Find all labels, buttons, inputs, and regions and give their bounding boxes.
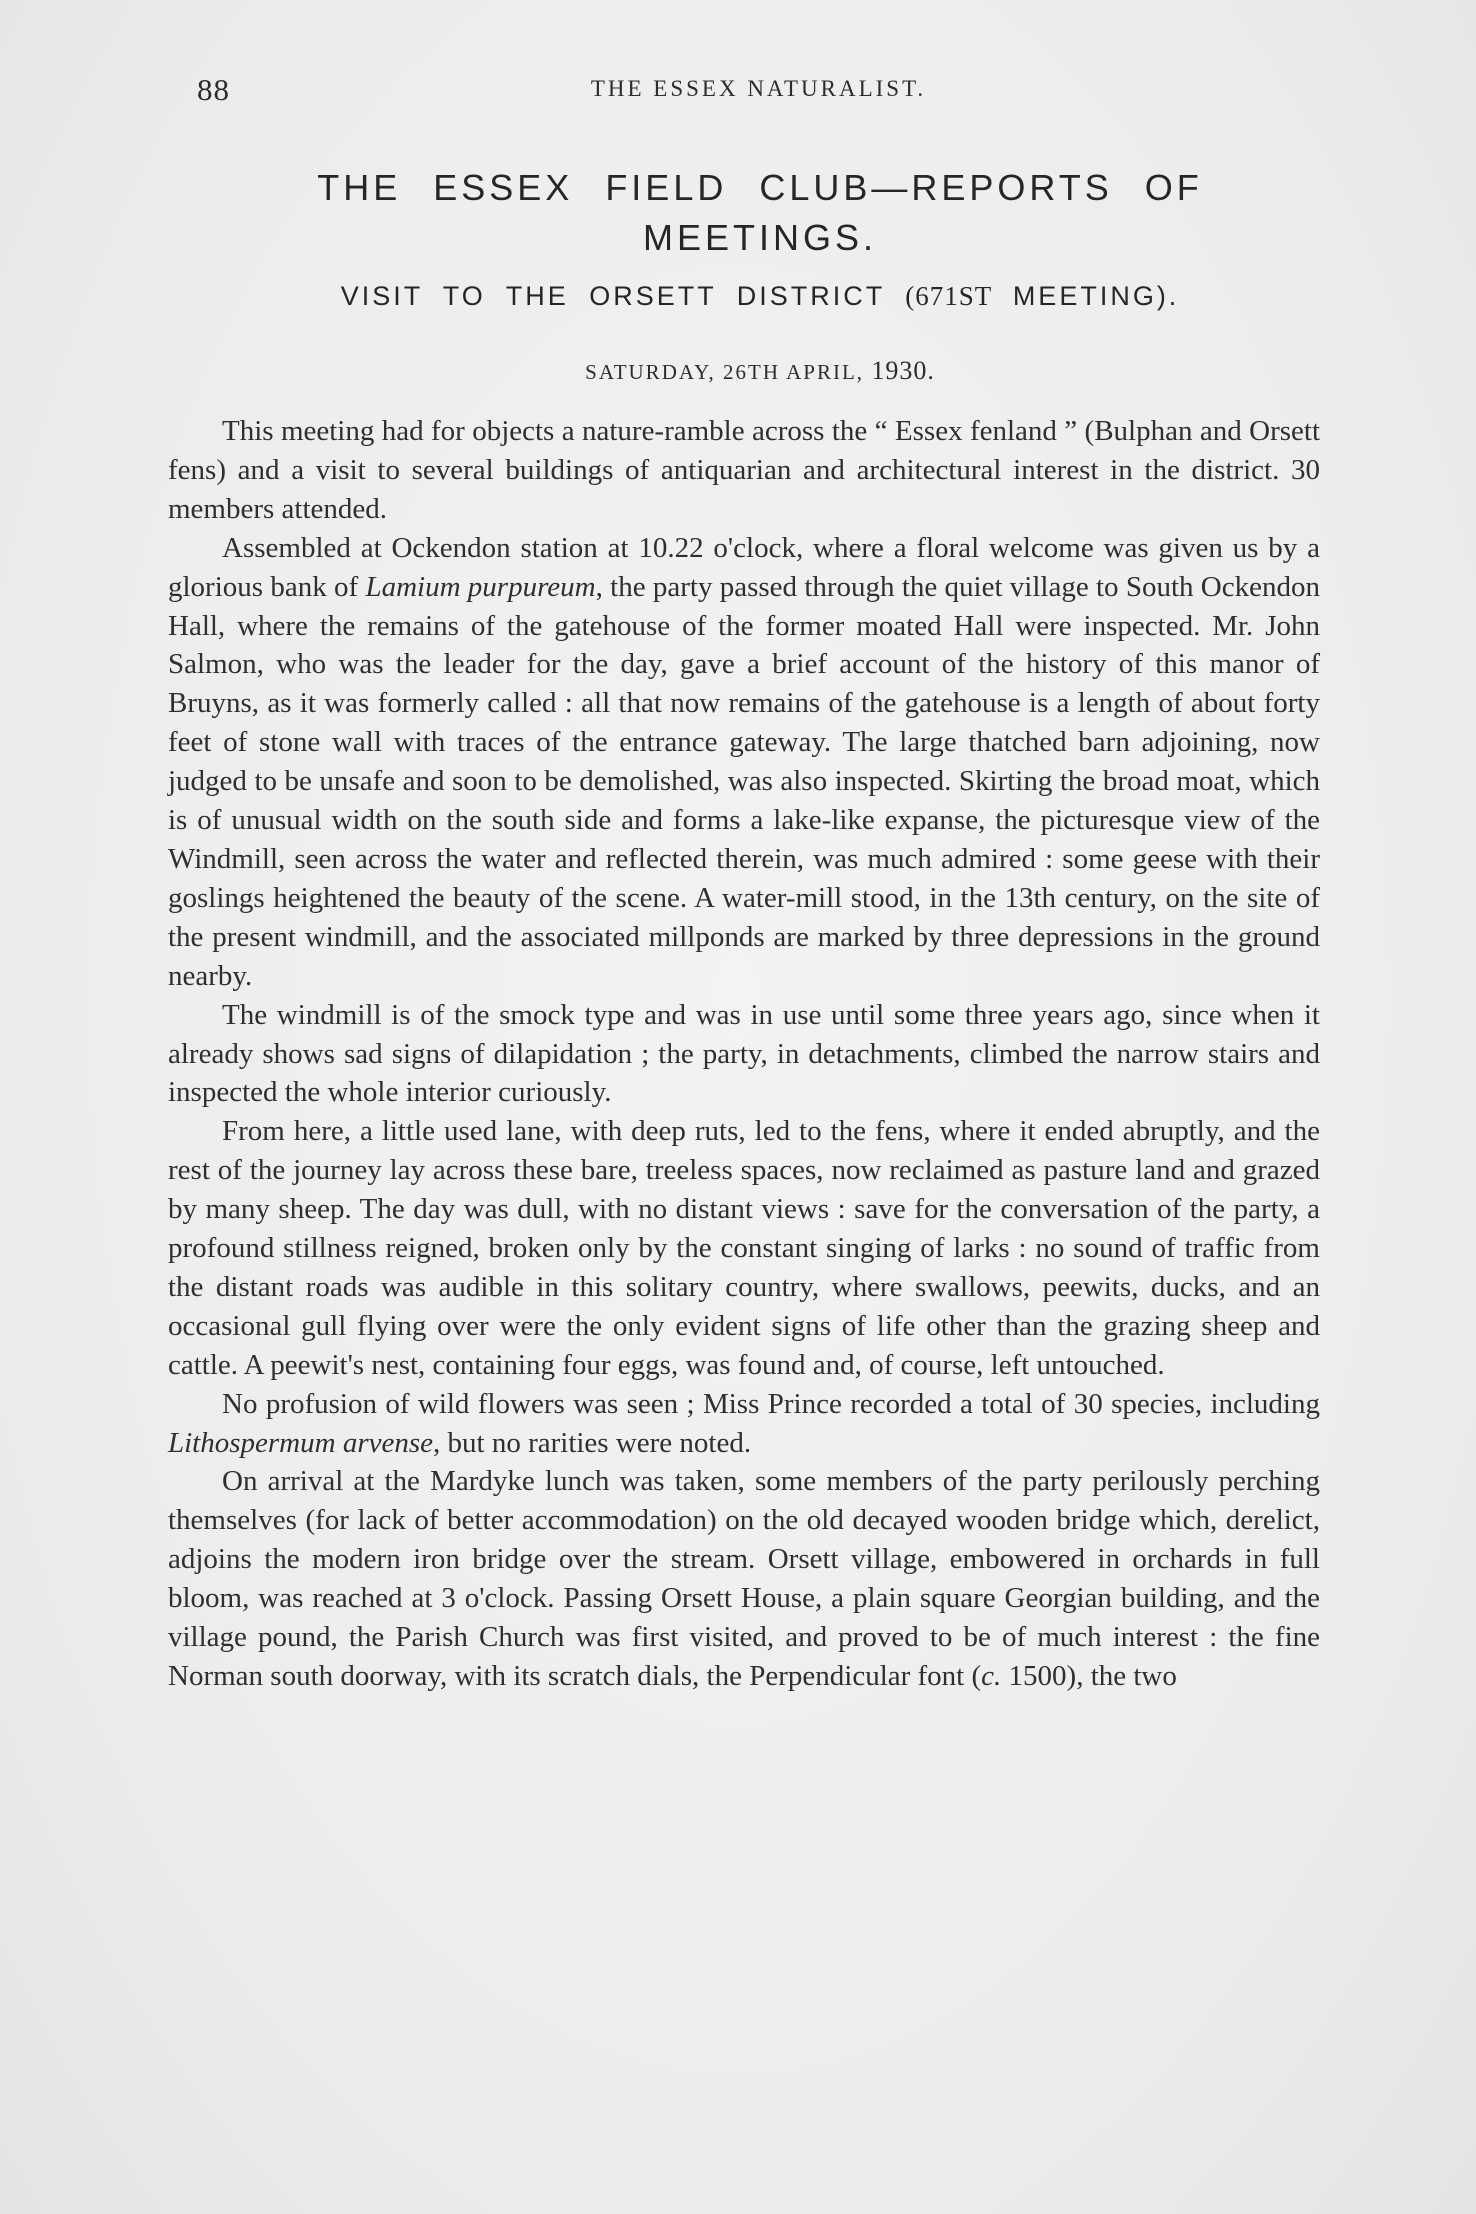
article-title-line-2: MEETINGS. xyxy=(642,217,878,258)
journal-title: THE ESSEX NATURALIST. xyxy=(590,76,927,101)
meeting-date xyxy=(200,356,1320,386)
meeting-year: 1930. xyxy=(871,356,935,385)
paragraph-text: 1500), the two xyxy=(1001,1660,1177,1692)
paragraph-text: Assembled at Ockendon station at 10.22 o'clock, where a floral welcome was given us by a glorious bank of xyxy=(168,531,1320,603)
article-body xyxy=(168,412,1320,1696)
paragraph-5 xyxy=(168,1385,1320,1463)
meeting-subtitle xyxy=(200,281,1320,312)
paragraph-4 xyxy=(168,1112,1320,1384)
paragraph-text: The windmill is of the smock type and was in use until some three years ago, since when it already shows sad signs of dilapidation ; the party, in detachments, climbed the narrow stairs and inspected the whole interior curiously. xyxy=(168,998,1320,1109)
paragraph-text: On arrival at the Mardyke lunch was taken, some members of the party perilously perching themselves (for lack of better accommodation) on the old decayed wooden bridge which, derelict, adjoins the modern iron bridge over the stream. Orsett village, embowered in orchards in full bloom, was reached at 3 o'clock. Passing Orsett House, a plain square Georgian building, and the village pound, the Parish Church was first visited, and proved to be of much interest : the fine Norman south doorway, with its scratch dials, the Perpendicular font ( xyxy=(168,1465,1320,1692)
circa-abbreviation: c. xyxy=(981,1660,1002,1692)
page-number: 88 xyxy=(197,72,230,107)
paragraph-2 xyxy=(168,529,1320,996)
species-name: Lithospermum arvense xyxy=(168,1426,434,1459)
meeting-number: (671ST xyxy=(905,281,993,311)
paragraph-text: This meeting had for objects a nature-ramble across the “ Essex fenland ” (Bulphan and Orsett fens) and a visit to several buildings of antiquarian and architectural interest in the district. 30 members attended. xyxy=(168,415,1320,525)
paragraph-text: No profusion of wild flowers was seen ; Miss Prince recorded a total of 30 species, including xyxy=(222,1387,1320,1420)
running-head xyxy=(197,72,1320,112)
paragraph-1 xyxy=(168,412,1320,529)
subtitle-prefix: VISIT TO THE ORSETT DISTRICT xyxy=(340,281,885,311)
meeting-date-text: SATURDAY, 26TH APRIL, xyxy=(585,360,865,384)
paragraph-6 xyxy=(168,1462,1320,1695)
paragraph-3 xyxy=(168,996,1320,1113)
paragraph-text: , the party passed through the quiet village to South Ockendon Hall, where the remains of the gatehouse of the former moated Hall were inspected. Mr. John Salmon, who was the leader for the day, gave a brief account of the history of this manor of Bruyns, as it was formerly called : all that now remains of the gatehouse is a length of about forty feet of stone wall with traces of the entrance gateway. The large thatched barn adjoining, now judged to be unsafe and soon to be demolished, was also inspected. Skirting the broad moat, which is of unusual width on the south side and forms a lake-like expanse, the picturesque view of the Windmill, seen across the water and reflected therein, was much admired : some geese with their goslings heightened the beauty of the scene. A water-mill stood, in the 13th century, on the site of the present windmill, and the associated millponds are marked by three depressions in the ground nearby. xyxy=(168,570,1320,992)
subtitle-suffix: MEETING). xyxy=(1012,281,1180,311)
paragraph-text: , but no rarities were noted. xyxy=(433,1426,752,1459)
paragraph-text: From here, a little used lane, with deep ruts, led to the fens, where it ended abruptly, and the rest of the journey lay across these bare, treeless spaces, now reclaimed as pasture land and grazed by many sheep. The day was dull, with no distant views : save for the conversation of the party, a profound stillness reigned, broken only by the constant singing of larks : no sound of traffic from the distant roads was audible in this solitary country, where swallows, peewits, ducks, and an occasional gull flying over were the only evident signs of life other than the grazing sheep and cattle. A peewit's nest, containing four eggs, was found and, of course, left untouched. xyxy=(168,1115,1320,1381)
article-title xyxy=(200,163,1320,263)
species-name: Lamium purpureum xyxy=(365,570,596,603)
article-title-line-1: THE ESSEX FIELD CLUB—REPORTS OF xyxy=(317,167,1203,208)
